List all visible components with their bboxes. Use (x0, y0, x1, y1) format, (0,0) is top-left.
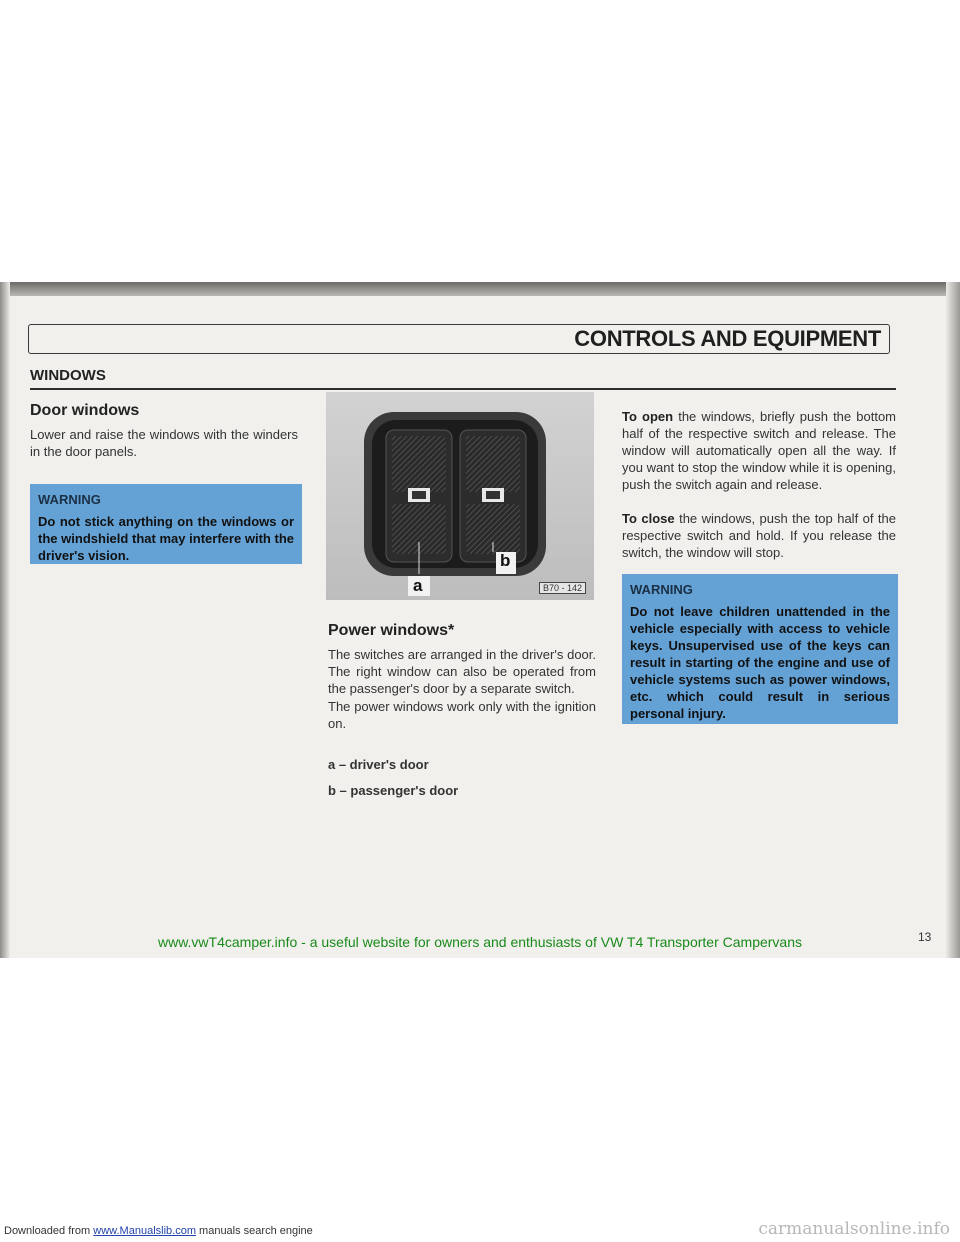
item-b: b – passenger's door (328, 783, 459, 798)
to-open-body: the windows, briefly push the bottom half of the respective switch and release. The window will automatically open all the way. If you want to stop the window while it is opening, push the switch again and release. (622, 409, 896, 492)
watermark: carmanualsonline.info (758, 1219, 950, 1239)
download-suffix: manuals search engine (195, 1225, 313, 1237)
door-windows-heading: Door windows (30, 402, 140, 419)
power-windows-text-2: The power windows work only with the ignition on. (328, 699, 596, 731)
scan-left-shadow (0, 282, 10, 958)
to-open-lead: To open (622, 409, 674, 424)
switch-photo (326, 392, 594, 600)
footer-url: www.vwT4camper.info - a useful website for owners and enthusiasts of VW T4 Transporter Campervans (157, 934, 803, 950)
section-title: WINDOWS (30, 367, 106, 384)
window-switch-illustration (326, 392, 594, 600)
power-windows-heading: Power windows* (328, 622, 455, 639)
warning-title-1: WARNING (38, 492, 101, 507)
scan-right-shadow (946, 282, 960, 958)
manualslib-link[interactable]: www.Manualslib.com (93, 1225, 196, 1237)
chapter-title: CONTROLS AND EQUIPMENT (574, 326, 881, 351)
to-close-body: the windows, push the top half of the respective switch and hold. If you release the switch, the window will stop. (622, 511, 897, 560)
download-line (4, 1225, 313, 1237)
to-close-lead: To close (622, 511, 675, 526)
scan-top-shadow (0, 282, 960, 296)
power-windows-text-1: The switches are arranged in the driver's door. The right window can also be operated from the passenger's door by a separate switch. (328, 647, 596, 696)
door-windows-text: Lower and raise the windows with the winders in the door panels. (30, 427, 298, 459)
to-close-text (622, 510, 896, 561)
download-prefix: Downloaded from (4, 1225, 94, 1237)
page-number: 13 (918, 930, 932, 944)
warning-box-1 (30, 484, 302, 564)
figure-code: B70 - 142 (539, 582, 586, 594)
scanned-page (0, 282, 960, 958)
to-open-text (622, 408, 896, 493)
item-a: a – driver's door (328, 757, 429, 772)
section-rule (30, 388, 896, 390)
figure-label-a: a (413, 576, 423, 595)
warning-text-1: Do not stick anything on the windows or the windshield that may interfere with the driver's vision. (38, 514, 294, 563)
warning-box-2 (622, 574, 898, 724)
warning-title-2: WARNING (630, 582, 693, 597)
warning-text-2: Do not leave children unattended in the vehicle especially with access to vehicle keys. Unsupervised use of the keys can result in starting of the engine and use of vehicle systems such as power windows, etc. which could result in serious personal injury. (630, 604, 890, 721)
chapter-header (28, 324, 890, 354)
figure-label-b: b (500, 551, 511, 570)
